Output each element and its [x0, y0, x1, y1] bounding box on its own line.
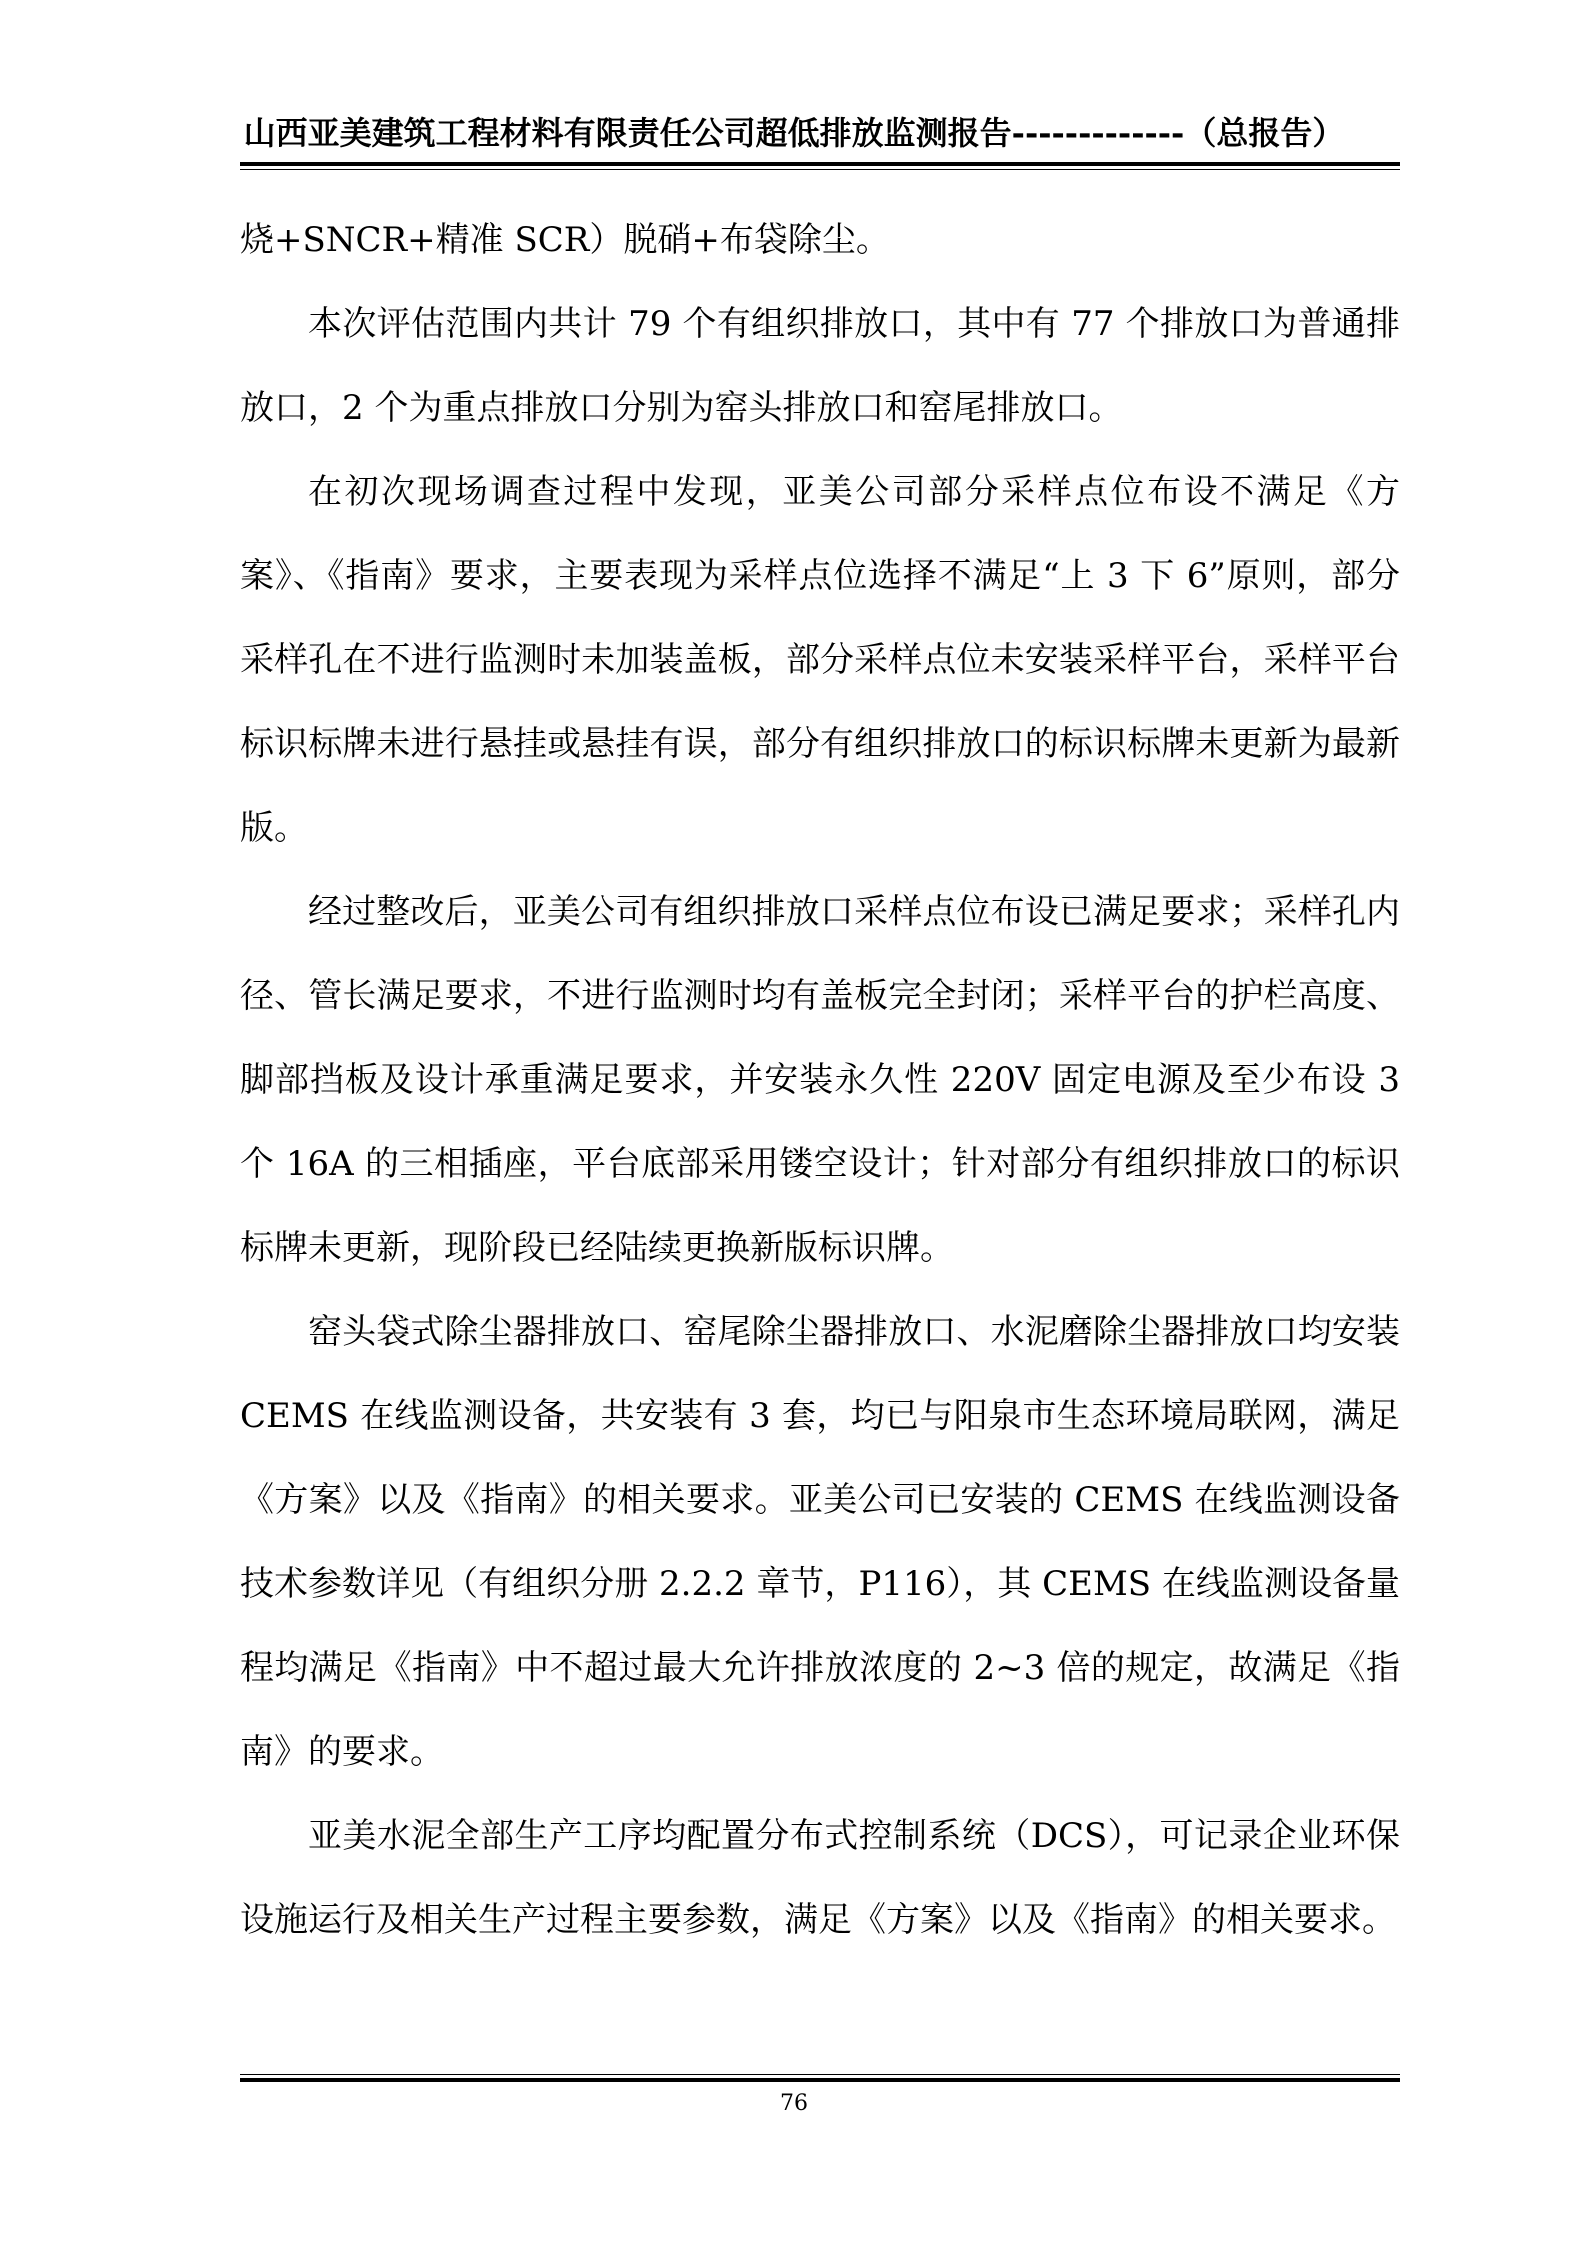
paragraph-cems: 窑头袋式除尘器排放口、窑尾除尘器排放口、水泥磨除尘器排放口均安装 CEMS 在线监测设备，共安装有 3 套，均已与阳泉市生态环境局联网，满足《方案》以及《指南》的相关要求。亚美公司已安装的 CEMS 在线监测设备技术参数详见（有组织分册 2.2.2 章节，P116），其 CEMS 在线监测设备量程均满足《指南》中不超过最大允许排放浓度的 2~3 倍的规定，故满足《指南》的要求。: [240, 1312, 1400, 1772]
page-number: 76: [780, 2091, 808, 2116]
paragraph-initial-survey: 在初次现场调查过程中发现，亚美公司部分采样点位布设不满足《方案》、《指南》要求，主要表现为采样点位选择不满足“上 3 下 6”原则，部分采样孔在不进行监测时未加装盖板，部分采样点位未安装采样平台，采样平台标识标牌未进行悬挂或悬挂有误，部分有组织排放口的标识标牌未更新为最新版。: [240, 472, 1400, 848]
footer-divider-thick: [240, 2078, 1400, 2082]
paragraph-emission-outlets: 本次评估范围内共计 79 个有组织排放口，其中有 77 个排放口为普通排放口，2 个为重点排放口分别为窑头排放口和窑尾排放口。: [240, 304, 1400, 428]
paragraph-dcs: 亚美水泥全部生产工序均配置分布式控制系统（DCS），可记录企业环保设施运行及相关生产过程主要参数，满足《方案》以及《指南》的相关要求。: [240, 1816, 1400, 1940]
paragraph-continuation: 烧+SNCR+精准 SCR）脱硝+布袋除尘。: [240, 220, 890, 260]
report-body: [240, 198, 1400, 1962]
header-divider-thin: [240, 169, 1400, 170]
report-header-title: 山西亚美建筑工程材料有限责任公司超低排放监测报告-------------（总报告）: [243, 114, 1345, 152]
footer-divider-thin: [240, 2074, 1400, 2075]
paragraph-rectification: 经过整改后，亚美公司有组织排放口采样点位布设已满足要求；采样孔内径、管长满足要求，不进行监测时均有盖板完全封闭；采样平台的护栏高度、脚部挡板及设计承重满足要求，并安装永久性 220V 固定电源及至少布设 3 个 16A 的三相插座，平台底部采用镂空设计；针对部分有组织排放口的标识标牌未更新，现阶段已经陆续更换新版标识牌。: [240, 892, 1400, 1268]
header-divider-thick: [240, 162, 1400, 166]
